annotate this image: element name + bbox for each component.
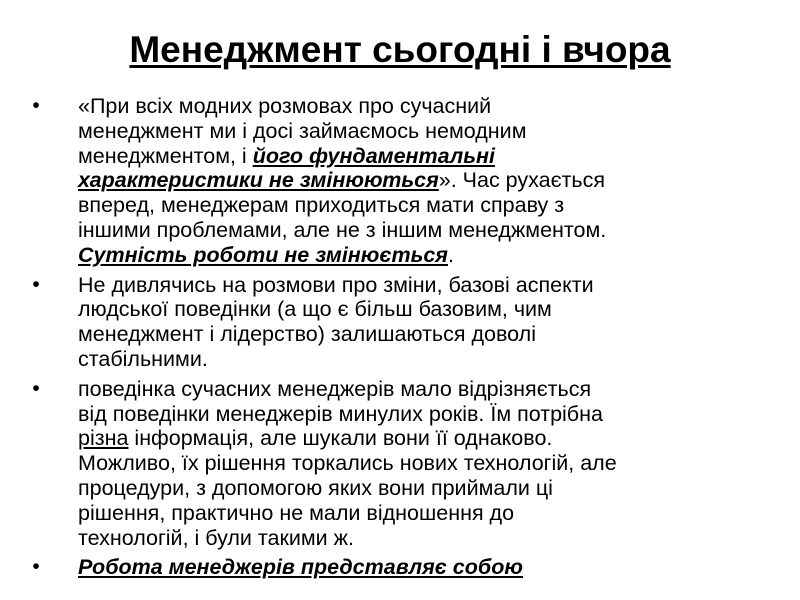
text-line [78,451,758,476]
text-run: рішення, практично не мали відношення до [78,500,515,525]
text-line [78,476,758,501]
text-line [78,243,758,268]
bullet-item [0,555,758,580]
text-run: Можливо, їх рішення торкались нових технологій, але [78,451,617,476]
text-line [78,119,758,144]
text-line [78,526,758,551]
text-line [78,426,758,451]
slide-title: Менеджмент сьогодні і вчора [129,29,671,70]
text-line [78,402,758,427]
underlined-text: різна [78,426,129,451]
text-line [78,347,758,372]
bullet-icon: • [32,376,40,400]
text-line [78,144,758,169]
text-run: поведінка сучасних менеджерів мало відрізняється [78,376,592,401]
text-line [78,168,758,193]
text-line [78,377,758,402]
bullet-list [0,94,800,585]
bullet-icon: • [32,272,40,296]
emphasized-text: Робота менеджерів представляє собою [78,555,523,580]
bullet-icon: • [32,94,40,117]
text-line [78,94,758,119]
text-run: людської поведінки (а що є більш базовим, чим [78,297,552,322]
text-run: . [447,242,454,267]
text-run: стабільними. [78,346,208,371]
emphasized-text: Сутність роботи не змінюється [78,242,448,267]
text-line [78,501,758,526]
text-run: іншими проблемами, але не з іншим менеджментом. [78,217,607,242]
text-run: «При всіх модних розмовах про сучасний [78,94,492,118]
text-run: менеджментом, і [78,143,253,168]
text-line [78,218,758,243]
bullet-icon: • [32,555,40,579]
text-run: ». Час рухається [438,168,606,193]
text-line [78,297,758,322]
text-line [78,322,758,347]
emphasized-text: характеристики не змінюються [78,168,439,193]
text-run: технологій, і були такими ж. [78,525,355,550]
text-run: інформація, але шукали вони її однаково. [128,426,553,451]
text-run: Не дивлячись на розмови про зміни, базові аспекти [78,272,594,297]
text-line [78,193,758,218]
text-run: менеджмент ми і досі займаємось немодним [78,118,527,143]
emphasized-text: його фундаментальні [252,143,495,168]
text-run: менеджмент і лідерство) залишаються доволі [78,322,536,347]
text-run: від поведінки менеджерів минулих років. Їм потрібна [78,401,603,426]
bullet-item [0,94,758,268]
bullet-item [0,273,758,372]
text-line [78,555,758,580]
bullet-item [0,377,758,551]
text-line [78,273,758,298]
text-run: вперед, менеджерам приходиться мати справу з [78,193,565,218]
text-run: процедури, з допомогою яких вони приймали ці [78,475,553,500]
